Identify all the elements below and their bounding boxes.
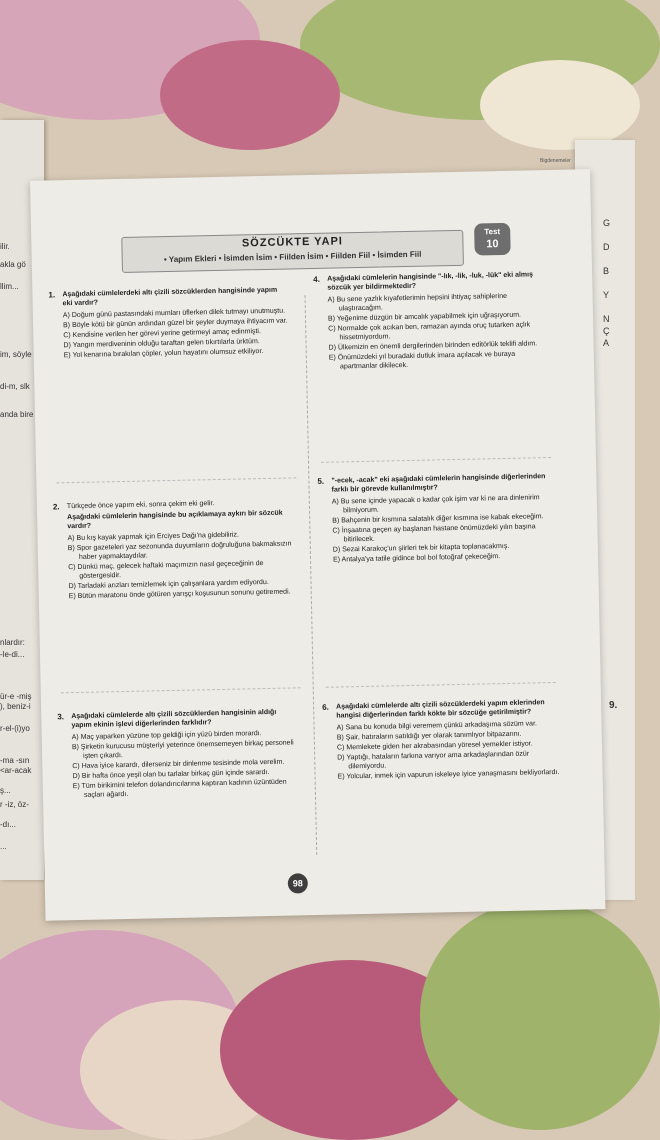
blanket-pattern [480,60,640,150]
page-subtitle: • Yapım Ekleri • İsimden İsim • Fiilden İsim • Fiilden Fiil • İsimden Fiil [163,249,422,265]
column-divider [305,295,318,855]
answer-option[interactable]: D) Ülkemizin en önemli dergilerinden birinden editörlük teklifi aldım. [328,340,538,352]
answer-option[interactable]: D) Bir hafta önce yeşil olan bu tarlalar birkaç gün içinde sarardı. [72,768,270,781]
question-number: 4. [313,274,320,284]
left-page-text: <ar-acak [0,766,32,775]
left-page-text: di-m, slk [0,382,30,391]
section-divider [56,477,296,483]
right-page-text: Y [603,290,610,300]
question-stem: "-ecek, -acak" eki aşağıdaki cümlelerin hangisinde diğerlerinden farklı bir görevde kullanılmıştır? [331,473,546,494]
right-page-text: A [603,338,610,348]
question-3 [57,707,298,801]
answer-option[interactable]: C) Normalde çok acıkan ben, ramazan ayında oruç tutarken açlık hissetmiyordum. [328,321,531,342]
answer-option[interactable]: D) Yangın merdiveninin olduğu taraftan gelen tıkırtılarla ürktüm. [63,338,260,350]
left-page-text: akla gö [0,260,26,269]
question-number: 3. [57,712,65,722]
question-stem: Aşağıdaki cümlelerin hangisinde "-lık, -lik, -luk, -lük" eki almış sözcük yer bildirmektedir? [327,271,534,292]
question-stem: Aşağıdaki cümlelerin hangisinde bu açıklamaya aykırı bir sözcük vardır? [67,509,283,531]
answer-option[interactable]: C) İnşaatına geçen ay başlanan hastane önümüzdeki yılın başına bitirilecek. [332,523,536,544]
question-number: 2. [52,502,60,512]
question-premise: Türkçede önce yapım eki, sonra çekim eki gelir. [66,500,215,511]
answer-option[interactable]: E) Yolcular, inmek için vapurun iskeleye iyice yanaşmasını bekliyorlardı. [337,768,560,781]
answer-option[interactable]: A) Doğum günü pastasındaki mumları üflerken dilek tutmayı unutmuştu. [62,307,286,320]
section-divider [321,457,551,463]
workbook-page [30,169,605,921]
left-page-text: ... [0,842,7,851]
answer-option[interactable]: D) Sezai Karakoç'un şiirleri tek bir kitapta toplanacakmış. [332,542,510,554]
question-stem: Aşağıdaki cümlelerdeki altı çizili sözcüklerden hangisinde yapım eki vardır? [62,286,278,308]
answer-option[interactable]: C) Hava iyice karardı, dilerseniz bir dinlenme tesisinde mola verelim. [72,758,285,771]
answer-option[interactable]: C) Memlekete giden her akrabasından yöresel yemekler istiyor. [336,740,533,752]
answer-option[interactable]: E) Yol kenarına bırakılan çöpler, yolun hayatını olumsuz etkiliyor. [63,348,264,360]
left-page-text: ş... [0,786,11,795]
blanket-pattern [420,900,660,1130]
right-page-text: Ç [603,326,610,336]
question-5 [317,472,558,566]
answer-option[interactable]: E) Antalya'ya tatile gidince bol bol fotoğraf çekeceğim. [332,553,501,564]
answer-option[interactable]: A) Bu sene yazlık kıyafetlerimin hepsini ihtiyaç sahiplerine ulaştıracağım. [327,292,508,313]
answer-option[interactable]: A) Bu sene içinde yapacak o kadar çok işim var ki ne ara dinlenirim bilmiyorum. [331,494,540,515]
section-divider [61,687,301,693]
left-page-text: ür-e -miş [0,692,32,701]
question-1 [48,285,288,361]
left-page-text: anda bire [0,410,34,419]
answer-option[interactable]: D) Yaptığı, hataların farkına varıyor ama arkadaşlarından özür dilemiyordu. [337,750,530,771]
page-header [121,230,464,273]
answer-option[interactable]: E) Önümüzdeki yıl buradaki dutluk imara açılacak ve buraya apartmanlar dikilecek. [328,350,516,371]
left-page-text: -ma -sın [0,756,30,765]
section-divider [326,682,556,688]
answer-option[interactable]: C) Kendisine verilen her görevi yerine getirmeyi amaç edinmişti. [63,328,261,340]
question-2 [52,497,294,602]
answer-option[interactable]: B) Spor gazeteleri yaz sezonunda duyumların doğruluğuna bakmaksızın haber yapmaktaydılar. [67,540,292,561]
question-number: 6. [322,702,329,712]
answer-option[interactable]: B) Şirketin kurucusu müşteriyi yeterince önemsemeyen birkaç personeli işten çıkardı. [71,739,294,760]
right-page-text: G [603,218,611,228]
answer-option[interactable]: B) Şair, hatıraların satıldığı yer olarak tanımlıyor bitpazarını. [336,730,522,742]
right-page-text: D [603,242,610,252]
question-4 [313,270,554,373]
question-number: 1. [48,290,56,300]
test-badge-number: 10 [486,238,499,251]
answer-option[interactable]: D) Tarladaki arızları temizlemek için çalışanlara yardım ediyordu. [68,578,269,591]
left-page-text: -dı... [0,820,17,829]
answer-option[interactable]: E) Tüm birikimini telefon dolandırıcılarına kaptıran kadının üzüntüden saçları ağardı. [72,778,287,799]
answer-option[interactable]: A) Sana bu konuda bilgi veremem çünkü arkadaşıma sözüm var. [336,720,538,732]
test-badge [474,223,511,256]
answer-option[interactable]: B) Bahçenin bir kısmına salatalık diğer kısmına ise kabak ekeceğim. [332,513,544,525]
answer-option[interactable]: A) Maç yaparken yüzüne top geldiği için yüzü birden morardı. [71,730,262,742]
page-title: SÖZCÜKTE YAPI [241,235,344,250]
right-page-text: B [603,266,610,276]
left-page-text: im, söyle [0,350,32,359]
left-page-text: ), beniz-i [0,702,31,711]
question-6 [322,698,563,783]
left-page-text: r-el-(i)yo [0,724,30,733]
question-number: 5. [317,476,325,486]
left-page-text: ilir. [0,242,10,251]
question-stem: Aşağıdaki cümlelerde altı çizili sözcüklerdeki yapım eklerinden hangisi diğerlerinden farklı kökte bir sözcüğe getirilmiştir? [336,699,545,720]
page-number: 98 [288,873,308,893]
left-page-text: llim... [0,282,19,291]
answer-option[interactable]: B) Böyle kötü bir günün ardından güzel bir şeyler duymaya ihtiyacım var. [63,317,288,330]
question-stem: Aşağıdaki cümlelerde altı çizili sözcüklerden hangisinin aldığı yapım ekinin işlevi diğerlerinden farklıdır? [71,708,277,730]
right-page-text: N [603,314,610,324]
answer-option[interactable]: B) Yeğenime düzgün bir amcalık yapabilmek için uğraşıyorum. [327,311,522,323]
left-page-text: nlardır: [0,638,25,647]
left-page-text: r -iz, öz- [0,800,29,809]
right-page-text: 9. [609,700,618,711]
answer-option[interactable]: C) Dünkü maç, gelecek haftaki maçımızın nasıl geçeceğinin de göstergesidir. [68,560,264,580]
publisher-brand: Bigdenemeler [540,158,571,164]
answer-option[interactable]: A) Bu kış kayak yapmak için Erciyes Dağı'na gidebiliriz. [67,531,239,543]
test-badge-label: Test [484,227,501,237]
answer-option[interactable]: E) Bütün maratonu önde götüren yarışçı koşusunun sonunu getiremedi. [68,588,291,601]
left-page-text: -le-di... [0,650,25,659]
blanket-pattern [160,40,340,150]
